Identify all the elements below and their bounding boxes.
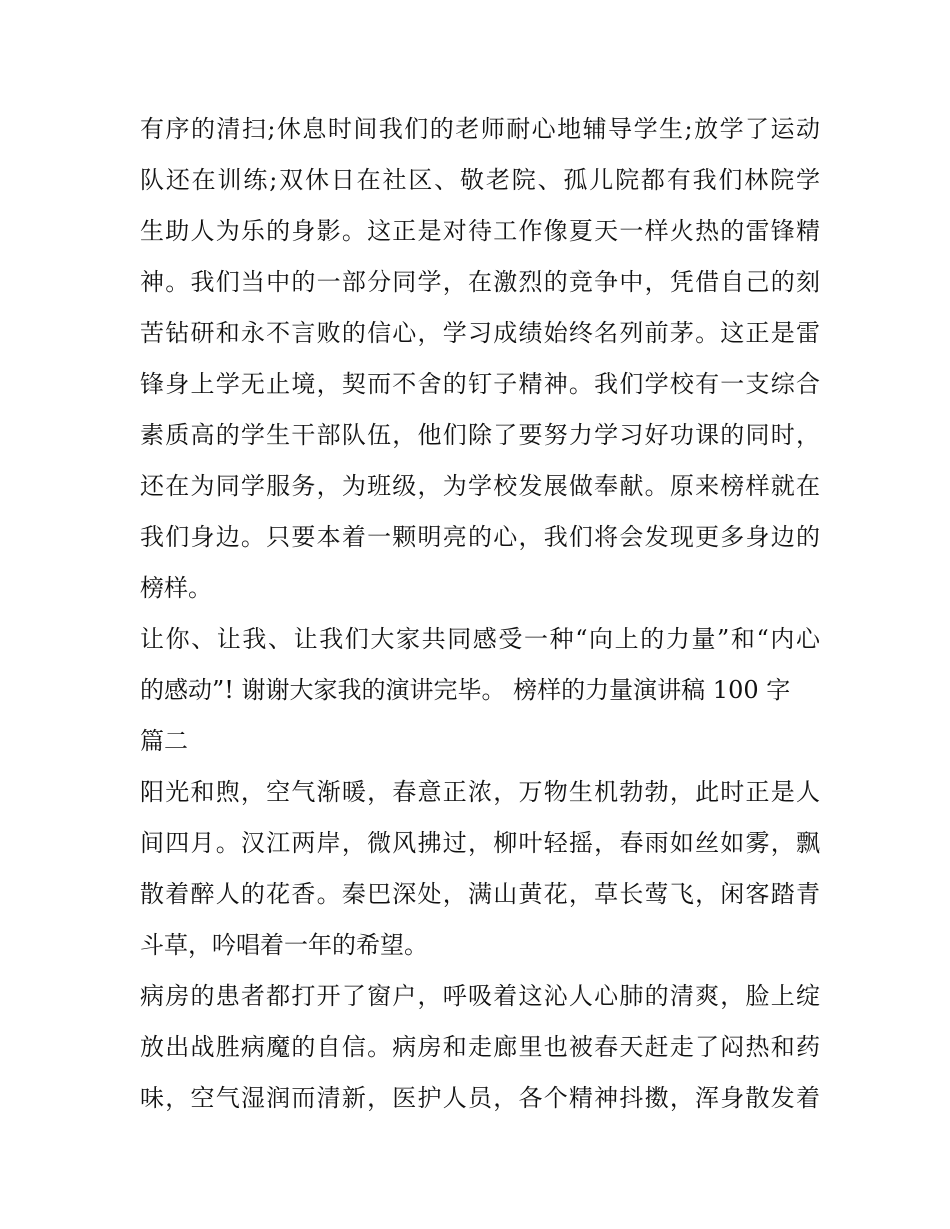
text-line: 有序的清扫;休息时间我们的老师耐心地辅导学生;放学了运动 — [140, 115, 820, 143]
text-line: 散着醉人的花香。秦巴深处，满山黄花，草长莺飞，闲客踏青 — [140, 880, 820, 908]
text-line: 间四月。汉江两岸，微风拂过，柳叶轻摇，春雨如丝如雾，飘 — [140, 829, 820, 857]
body-text — [140, 104, 820, 1124]
text-line: 放出战胜病魔的自信。病房和走廊里也被春天赶走了闷热和药 — [140, 1033, 820, 1061]
text-line: 苦钻研和永不言败的信心，学习成绩始终名列前茅。这正是雷 — [140, 319, 820, 347]
text-line: 素质高的学生干部队伍，他们除了要努力学习好功课的同时， — [140, 421, 820, 449]
text-line: 病房的患者都打开了窗户，呼吸着这沁人心肺的清爽，脸上绽 — [140, 982, 820, 1010]
text-line: 锋身上学无止境，契而不舍的钉子精神。我们学校有一支综合 — [140, 370, 820, 398]
text-line: 阳光和煦，空气渐暖，春意正浓，万物生机勃勃，此时正是人 — [140, 778, 820, 806]
section-heading: 篇二 — [140, 727, 188, 755]
text-line: 的感动”! 谢谢大家我的演讲完毕。 榜样的力量演讲稿 100 字 — [140, 676, 791, 704]
text-line: 神。我们当中的一部分同学，在激烈的竞争中，凭借自己的刻 — [140, 268, 820, 296]
text-line: 我们身边。只要本着一颗明亮的心，我们将会发现更多身边的 — [140, 523, 820, 551]
text-line: 榜样。 — [140, 574, 212, 602]
text-line: 让你、让我、让我们大家共同感受一种“向上的力量”和“内心 — [140, 625, 820, 653]
text-line: 还在为同学服务，为班级，为学校发展做奉献。原来榜样就在 — [140, 472, 820, 500]
text-line: 斗草，吟唱着一年的希望。 — [140, 931, 428, 959]
text-line: 味，空气湿润而清新，医护人员，各个精神抖擞，浑身散发着 — [140, 1084, 820, 1112]
text-line: 生助人为乐的身影。这正是对待工作像夏天一样火热的雷锋精 — [140, 217, 820, 245]
text-line: 队还在训练;双休日在社区、敬老院、孤儿院都有我们林院学 — [140, 166, 820, 194]
